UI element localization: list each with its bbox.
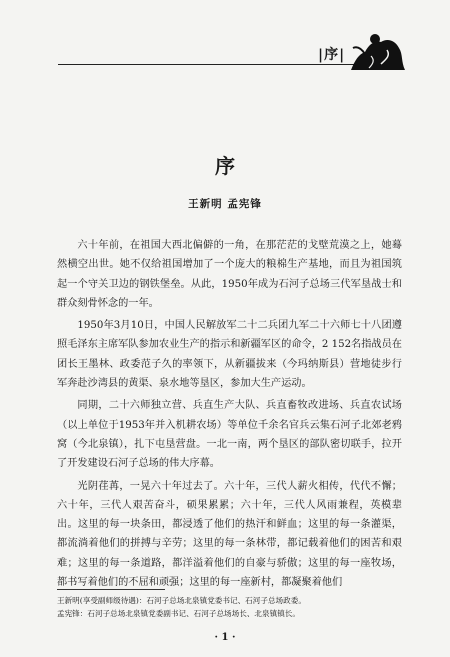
section-label: |序| [318, 47, 346, 63]
page-title: 序 [215, 154, 235, 178]
paragraph: 六十年前，在祖国大西北偏僻的一角，在那茫茫的戈壁荒漠之上，她蓦然横空出世。她不仅给祖国增加了一个庞大的粮棉生产基地，而且为祖国筑起一个守关卫边的钢铁堡垒。从此，1950年成为石河子总场三代军垦战士和群众刻骨怀念的一年。 [57, 240, 402, 309]
decorative-ink-figure-icon [345, 30, 407, 72]
footnote-rule [57, 589, 165, 590]
header-rule [58, 64, 376, 65]
paragraph: 1950年3月10日，中国人民解放军二十二兵团九军二十六师七十八团遵照毛泽东主席军队参加农业生产的指示和新疆军区的命令，2 152名指战员在团长王墨林、政委范子久的率领下，从新疆拔来（今玛纳斯县）营地徒步行军奔赴沙湾县的黄渠、泉水地等垦区，参加大生产运动。 [57, 320, 402, 390]
page-number: · 1 · [214, 632, 236, 643]
authors: 王新明 孟宪锋 [188, 198, 262, 210]
footnote-line: 王新明(享受副师级待遇)：石河子总场北泉镇党委书记、石河子总场政委。 [57, 596, 306, 605]
paragraph: 光阴荏苒，一晃六十年过去了。六十年，三代人薪火相传，代代不懈；六十年，三代人艰苦奋斗，硕果累累；六十年，三代人风雨兼程，英模辈出。这里的每一块条田，都浸透了他们的热汗和鲜血；这里的每一条灌渠，都流淌着他们的拼搏与辛劳；这里的每一条林带，都记载着他们的困苦和艰难；这里的每一条道路，都洋溢着他们的自豪与骄傲；这里的每一座牧场，都书写着他们的不屈和顽强；这里的每一座新村，都凝聚着他们 [57, 480, 402, 589]
footnote-line: 孟宪锋：石河子总场北泉镇党委副书记、石河子总场场长、北泉镇镇长。 [57, 608, 300, 618]
paragraph: 同期，二十六师独立营、兵直生产大队、兵直畜牧改进场、兵直农试场（以上单位于1953年并入机耕农场）等单位千余名官兵云集石河子北郊老鸦窝（今北泉镇），扎下屯垦营盘。一北一南，两个垦区的部队密切联手，拉开了开发建设石河子总场的伟大序幕。 [57, 400, 402, 470]
body-text [57, 236, 402, 595]
footnote [57, 595, 402, 620]
